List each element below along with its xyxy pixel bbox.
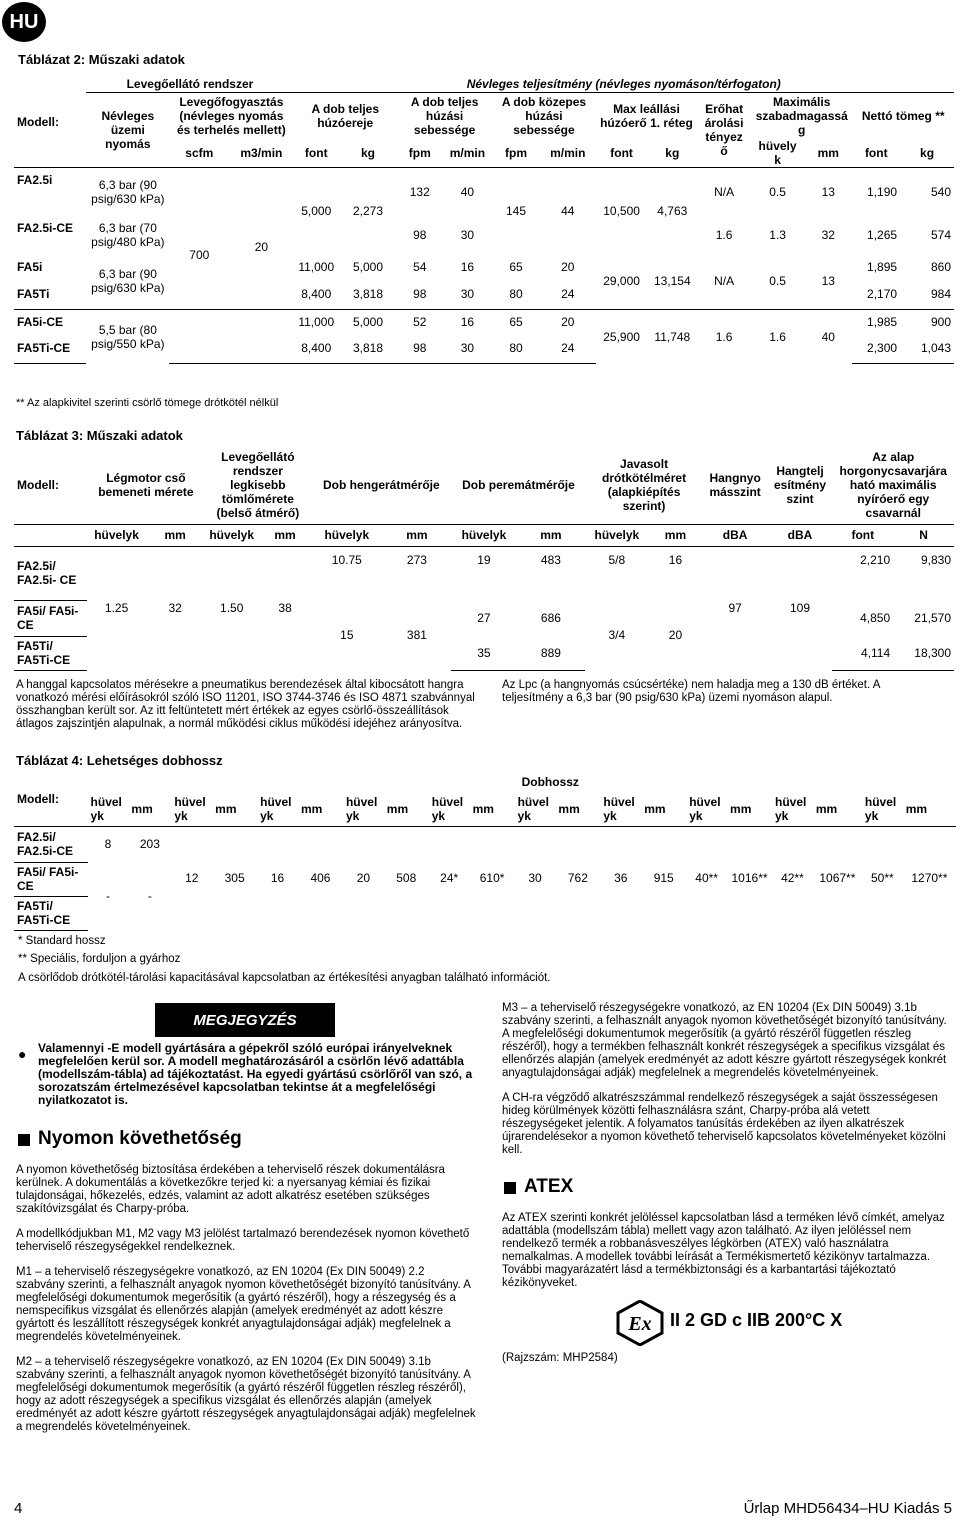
t4-footnote-1: * Standard hossz (18, 935, 106, 947)
t2-speed-fpm-fa25ice: 98 (413, 227, 427, 242)
t4-v-10: 36 (614, 871, 628, 886)
t2-fa5ice-mmin: 16 (443, 310, 493, 334)
t3-motor-in: 1.25 (104, 601, 129, 616)
t3-rope-mm-fa5: 20 (668, 628, 683, 642)
t2-u-inch: hüvely k (751, 139, 804, 168)
t2-model-fa5i: FA5i (17, 259, 43, 274)
t2-cons-m3: 20 (254, 239, 269, 254)
t2-net-kg-fa5tice: 1,043 (900, 334, 954, 364)
t3-anchor-n-fa5: 21,570 (914, 611, 951, 625)
t2-pull-font-fa25: 5,000 (301, 203, 332, 218)
t2-net-font-fa25ice: 1,265 (867, 227, 898, 242)
t2-cons-scfm: 700 (189, 247, 210, 262)
t2-speed-fpm-fa25i: 132 (409, 184, 430, 199)
traceability-body (16, 1164, 476, 1446)
t4-v-4: 20 (356, 871, 371, 886)
t4-model-fa25: FA2.5i/ FA2.5i-CE (14, 826, 88, 862)
t3-drum-in-fa25: 10.75 (331, 552, 362, 567)
t2-u-font3: font (852, 139, 900, 168)
t2-fa5ice-mid-mmin: 20 (540, 310, 596, 334)
t2-mm-fa5: 13 (821, 274, 835, 289)
t2-fa5tice-mid-mmin: 24 (540, 334, 596, 364)
t4-h-mm-7: mm (641, 792, 686, 826)
table3-title: Táblázat 3: Műszaki adatok (16, 428, 183, 443)
t4-v-12: 40** (695, 871, 718, 886)
t4-v-1: 305 (224, 871, 245, 886)
t3-flange-mm-fa5t: 889 (516, 636, 585, 670)
t2-stall-font-fa25: 10,500 (603, 203, 640, 218)
t2-fa5ti-mmin: 30 (460, 287, 475, 302)
t2-stall-kg-fa5ce: 11,748 (647, 310, 697, 364)
t2-mm-fa5ce: 40 (804, 310, 852, 364)
t4-v-17: 1270** (911, 871, 948, 886)
t3-anchor-n-fa25: 9,830 (920, 552, 951, 567)
t4-h-mm-10: mm (903, 792, 956, 826)
ex-symbol-text: Ex (628, 1313, 652, 1335)
t3-u-3: mm (259, 524, 311, 546)
t4-v-9: 762 (567, 871, 588, 886)
t3-drum-mm-fa25: 273 (406, 552, 427, 567)
note-bullet-icon: ● (18, 1046, 27, 1062)
t3-h-motor: Légmotor cső bemeneti mérete (87, 446, 204, 524)
t4-h-in-2: hüvel yk (171, 792, 212, 826)
t2-fa5tice-pull-font: 8,400 (293, 334, 339, 364)
t3-flange-in-fa5t: 35 (451, 636, 516, 670)
t2-net-kg-fa5ice: 900 (900, 310, 954, 334)
t4-footnote-2: ** Speciális, forduljon a gyárhoz (18, 953, 181, 965)
t2-fa5i-mmin: 16 (460, 259, 475, 274)
noise-note-left: A hanggal kapcsolatos mérésekre a pneumatikus berendezések által kibocsátott hangra vonatkozó mérési előírásokról szóló ISO 11201, ISO 3744-3746 és ISO 4871 szabvánnyal összhangban került sor. Az itt feltüntetett mért értékek az egyes csörlő-összeállítások átlagos zajszintjén alapulnak, a normál működési ciklus működési idejéhez arányosítva. (16, 679, 475, 730)
atex-square-icon (504, 1182, 516, 1194)
t4-h-mm-6: mm (555, 792, 600, 826)
t2-stall-font-fa5: 29,000 (603, 274, 640, 289)
t3-rope-in-fa25: 5/8 (608, 552, 626, 567)
t2-net-font-fa5ice: 1,985 (852, 310, 900, 334)
t2-fa5i-fpm: 54 (413, 259, 427, 274)
t2-h-air-supply: Levegőellátó rendszer (86, 76, 293, 93)
t2-u-mm: mm (804, 139, 852, 168)
t2-fa5tice-fpm: 98 (397, 334, 443, 364)
t4-v-2: 16 (270, 871, 285, 886)
t2-pressure-fa5i: 6,3 bar (90 psig/630 kPa) (91, 267, 165, 296)
t2-mm-fa25ice: 32 (821, 227, 835, 242)
t2-fa5ice-pull-kg: 5,000 (339, 310, 397, 334)
t3-u-1: mm (146, 524, 205, 546)
t3-hose-mm: 38 (278, 601, 292, 616)
table4 (14, 772, 956, 931)
t3-h-rope: Javasolt drótkötélméret (alapkiépítés szerint) (585, 446, 702, 524)
t4-h-mm-2: mm (212, 792, 257, 826)
t4-model-fa5t: FA5Ti/ FA5Ti-CE (14, 896, 88, 930)
t2-h-pressure: Névleges üzemi nyomás (86, 93, 169, 168)
t2-h-max-height: Maximális szabadmagassá g (755, 95, 848, 137)
t3-flange-mm-fa25: 483 (540, 552, 561, 567)
t2-net-font-fa5ti: 2,170 (867, 287, 898, 302)
t4-h-mm-5: mm (470, 792, 515, 826)
t3-drum-mm-fa5: 381 (406, 628, 427, 642)
t2-pressure-fa25ice: 6,3 bar (70 psig/480 kPa) (91, 220, 165, 249)
drawing-number: (Rajzszám: MHP2584) (502, 1352, 618, 1364)
t2-h-consumption: Levegőfogyasztás (névleges nyomás és terhelés mellett) (177, 95, 286, 137)
t2-mid-mmin-fa25: 44 (561, 203, 575, 218)
t2-fa5i-pull-kg: 5,000 (352, 259, 384, 274)
t2-net-font-fa25i: 1,190 (867, 184, 898, 199)
t2-fa5tice-mid-fpm: 80 (492, 334, 540, 364)
t2-fa5ice-fpm: 52 (397, 310, 443, 334)
t2-mid-fpm-fa25: 145 (506, 203, 527, 218)
atex-body: Az ATEX szerinti konkrét jelöléssel kapcsolatban lásd a terméken lévő címkét, amelyaz adattábla (modellszám tábla) mellett vagy azon található. Az ilyen jelöléssel nem rendelkező termék a robbanásveszélyes légkörben (ATEX) való használatra nemalkalmas. A modellek további leírását a Termékismertető kézikönyv tartalmazza. További magyarázatért lásd a termékbiztonsági és a karbantartási tájékoztató kézikönyveket. (502, 1212, 945, 1289)
t2-inch-fa25ice: 1.3 (769, 227, 786, 242)
t2-fa5ice-mid-fpm: 65 (492, 310, 540, 334)
t4-fa25-in: 8 (104, 837, 112, 852)
t2-h-factor: Erőhat árolási tényez ő (697, 93, 751, 168)
ex-marking: II 2 GD c IIB 200°C X (670, 1310, 843, 1330)
t3-anchor-font-fa5: 4,850 (860, 611, 891, 625)
t3-h-hose: Levegőellátó rendszer legkisebb tömlőmérete (belső átmérő) (204, 446, 311, 524)
t2-u-kg: kg (339, 139, 397, 168)
t4-h-in-4: hüvel yk (343, 792, 384, 826)
t4-h-mm-8: mm (727, 792, 772, 826)
t2-model-fa5ti: FA5Ti (17, 287, 50, 302)
t3-rope-in-fa5: 3/4 (608, 628, 626, 642)
t3-rope-mm-fa25: 16 (668, 552, 683, 567)
t2-stall-kg-fa25: 4,763 (657, 203, 688, 218)
t3-motor-mm: 32 (168, 601, 182, 616)
t4-h-in-8: hüvel yk (686, 792, 727, 826)
t3-u-5: mm (382, 524, 451, 546)
t2-model-fa25i: FA2.5i (17, 172, 53, 187)
t4-h-mm-1: mm (128, 792, 171, 826)
t2-net-font-fa5tice: 2,300 (852, 334, 900, 364)
t4-v-0: 12 (185, 871, 199, 886)
t4-v-3: 406 (310, 871, 331, 886)
t3-model-fa5: FA5i/ FA5i-CE (14, 600, 87, 636)
t4-h-mm-3: mm (298, 792, 343, 826)
t3-power: 109 (789, 601, 811, 616)
t4-v-5: 508 (396, 871, 417, 886)
t4-v-13: 1016** (731, 871, 768, 886)
t2-model-fa5ice: FA5i-CE (14, 310, 86, 334)
t2-h-mid-speed: A dob közepes húzási sebessége (501, 95, 587, 137)
t2-speed-mmin-fa25i: 40 (460, 184, 475, 199)
t2-u-mmin: m/min (443, 139, 493, 168)
t3-u-6: hüvelyk (451, 524, 516, 546)
trace-m1: M1 – a teherviselő részegységekre vonatkozó, az EN 10204 (Ex DIN 50049) 2.2 szabvány szerinti, a felhasznált anyagok nyomon követhetőségét bizonyító tanúsítvány. A megfelelőségi dokumentumok megerősítik (a gyártó részéről), hogy a részegység és a nemspecifikus vizsgálat és ellenőrzés alapján (amelyek eredményét az adott készre gyártott és leszállított részegységek konkrét anyagtulajdonságai adják) megfelelnek a megrendelés követelményeinek. (16, 1266, 471, 1343)
t2-net-font-fa5i: 1,895 (867, 259, 898, 274)
t2-fa5i-pull-font: 11,000 (298, 259, 335, 274)
t2-h-max-stall: Max leállási húzóerő 1. réteg (600, 102, 693, 130)
t3-h-anchor: Az alap horgonycsavarjára ható maximális nyíróerő egy csavarnál (832, 446, 954, 524)
t2-pressure-fa25i: 6,3 bar (90 psig/630 kPa) (91, 177, 165, 206)
t3-anchor-n-fa5t: 18,300 (893, 636, 954, 670)
t3-h-power: Hangtelj esítmény szint (768, 446, 833, 524)
t2-fa5ti-fpm: 98 (413, 287, 427, 302)
t4-dash-mm: - (147, 889, 152, 903)
t3-drum-in-fa5: 15 (340, 628, 354, 642)
t3-noise: 97 (728, 601, 742, 616)
trace-m2: M2 – a teherviselő részegységekre vonatkozó, az EN 10204 (Ex DIN 50049) 3.1b szabvány szerinti, a felhasznált anyagok nyomon követhetőségét bizonyító tanúsítvány. A megfelelőségi dokumentumok megerősítik (a gyártó részéről független részleg részéről), hogy az adott részegységek a specifikus vizsgálat és ellenőrzés alapján (amelyek eredményét az adott készre gyártott részegységek anyagtulajdonságai adják) megfelelnek a megrendelés követelményeinek. (16, 1356, 476, 1433)
note-text: Valamennyi -E modell gyártására a gépekről szóló európai irányelveknek megfelelően kerül sor. A modell meghatározásáról a csörlőn lévő adattábla (modellszám-tábla) ad tájékoztatást. Ha egyedi gyártású csörlőről van szó, a sorozatszám értelmezésével kapcsolatban tekintse át a megfelelőségi nyilatkozatot is. (38, 1041, 473, 1107)
table3 (14, 446, 954, 671)
t3-u-9: mm (648, 524, 702, 546)
t3-h-model: Modell: (14, 446, 87, 524)
noise-note-right: Az Lpc (a hangnyomás csúcsértéke) nem haladja meg a 130 dB értéket. A teljesítmény a 6,3 bar (90 psig/630 kPa) üzemi nyomáson alapul. (502, 679, 880, 704)
t2-fa5i-mid-mmin: 20 (561, 259, 575, 274)
t4-v-15: 1067** (819, 871, 856, 886)
t2-factor-fa5: N/A (714, 274, 735, 289)
t2-model-fa25ice: FA2.5i-CE (17, 220, 74, 235)
note-box-label: MEGJEGYZÉS (193, 1011, 297, 1029)
t4-v-6: 24* (440, 871, 459, 886)
t2-factor-fa5ce: 1.6 (697, 310, 751, 364)
t2-fa5ti-mid-fpm: 80 (509, 287, 523, 302)
atex-heading: ATEX (524, 1176, 574, 1197)
table2 (14, 76, 954, 364)
t2-h-performance: Névleges teljesítmény (névleges nyomáson/térfogaton) (293, 76, 954, 93)
t4-h-in-7: hüvel yk (600, 792, 641, 826)
t2-h-net-weight: Nettó tömeg ** (861, 109, 945, 123)
t4-model-fa5: FA5i/ FA5i-CE (14, 862, 88, 896)
t2-fa5ti-pull-kg: 3,818 (352, 287, 384, 302)
t2-speed-mmin-fa25ice: 30 (460, 227, 475, 242)
t3-u-8: hüvelyk (585, 524, 648, 546)
t2-factor-fa25i: N/A (714, 184, 735, 199)
t3-flange-in-fa5: 27 (477, 611, 491, 625)
t4-v-14: 42** (781, 871, 804, 886)
t4-h-in-1: hüvel yk (88, 792, 129, 826)
t4-v-16: 50** (870, 871, 894, 886)
t2-u-mmin2: m/min (540, 139, 596, 168)
t2-stall-font-fa5ce: 25,900 (596, 310, 648, 364)
t2-fa5i-mid-fpm: 65 (509, 259, 523, 274)
t2-u-m3min: m3/min (229, 139, 293, 168)
t3-u-12: font (832, 524, 893, 546)
t2-u-fpm2: fpm (492, 139, 540, 168)
t4-h-in-10: hüvel yk (862, 792, 903, 826)
t4-h-in-6: hüvel yk (515, 792, 556, 826)
t2-net-kg-fa25ice: 574 (930, 227, 951, 242)
trace-p1: A nyomon követhetőség biztosítása érdekében a teherviselő részek dokumentálásra kerülnek. A dokumentálás a következőkre terjed ki: a nyersanyag kémiai és fizikai tulajdonságai, hőkezelés, edzés, valamint az adott alkatrész esetében szükséges szakítóvizsgálat és Charpy-próba. (16, 1164, 445, 1215)
trace-m3: M3 – a teherviselő részegységekre vonatkozó, az EN 10204 (Ex DIN 50049) 3.1b szabvány szerinti, a felhasznált anyagok nyomon követhetőségét bizonyító tanúsítvány. A megfelelőségi dokumentumok megerősítik (a gyártó részéről független részleg részéről), hogy a termékben felhasznált konkrét részegységek a specifikus vizsgálat és ellenőrzés alapján (amelyek eredményét az adott készre gyártott részegységek konkrét anyagtulajdonságai adják) megfelelnek a megrendelés követelményeinek. (502, 1002, 947, 1079)
t2-fa5tice-pull-kg: 3,818 (339, 334, 397, 364)
t2-net-kg-fa5ti: 984 (930, 287, 951, 302)
trace-p2: A modellkódjukban M1, M2 vagy M3 jelölést tartalmazó berendezések nyomon követhető teherviselő részegységekkel rendelkeznek. (16, 1228, 470, 1253)
t2-pressure-fa5ice: 5,5 bar (80 psig/550 kPa) (86, 310, 169, 364)
t4-dash-in: - (105, 889, 110, 903)
t2-u-kg3: kg (900, 139, 954, 168)
t2-fa5ice-pull-font: 11,000 (293, 310, 339, 334)
t3-u-7: mm (516, 524, 585, 546)
t2-footnote: ** Az alapkivitel szerinti csörlő tömege drótkötél nélkül (16, 397, 279, 409)
t4-h-mm-4: mm (384, 792, 429, 826)
t3-h-noise: Hangnyo másszint (703, 446, 768, 524)
ex-hexagon-icon (616, 1300, 664, 1346)
t3-h-drum-diameter: Dob hengerátmérője (311, 446, 451, 524)
t2-stall-kg-fa5: 13,154 (653, 274, 691, 289)
t3-u-0: hüvelyk (87, 524, 146, 546)
t2-mm-fa25i: 13 (821, 184, 835, 199)
t4-h-in-3: hüvel yk (257, 792, 298, 826)
t4-h-model: Modell: (14, 792, 88, 826)
t3-u-13: N (893, 524, 954, 546)
t2-factor-fa25ice: 1.6 (715, 227, 733, 242)
t2-u-fpm: fpm (397, 139, 443, 168)
t2-u-kg2: kg (647, 139, 697, 168)
t2-inch-fa25i: 0.5 (769, 184, 786, 199)
trace-ch: A CH-ra végződő alkatrészszámmal rendelkező részegységek a saját összességesen hideg körülmények közötti felhasználásra szánt, Charpy-próba alá vetett részegységeket jelentik. A folyamatos tanúsítás érdekében az ilyen alkatrészek újrarendelésekor a nyomon követhető teherviselő kapcsolatos követelményeket közölni kell. (502, 1092, 946, 1156)
language-badge: HU (2, 2, 46, 42)
t4-footnote-3: A csörlődob drótkötél-tárolási kapacitásával kapcsolatban az értékesítési anyagban található információt. (18, 972, 551, 984)
traceability-heading: Nyomon követhetőség (38, 1128, 242, 1149)
t2-inch-fa5: 0.5 (769, 274, 786, 289)
t2-model-fa5tice: FA5Ti-CE (14, 334, 86, 364)
t2-inch-fa5ce: 1.6 (751, 310, 804, 364)
t2-net-kg-fa25i: 540 (930, 184, 951, 199)
t3-u-2: hüvelyk (204, 524, 258, 546)
t4-h-mm-9: mm (813, 792, 862, 826)
traceability-right (502, 1002, 952, 1169)
page-number: 4 (14, 1500, 23, 1517)
t4-fa25-mm: 203 (139, 837, 160, 852)
t2-fa5ti-pull-font: 8,400 (301, 287, 332, 302)
traceability-square-icon (18, 1134, 30, 1146)
t3-u-4: hüvelyk (311, 524, 382, 546)
t2-fa5tice-mmin: 30 (443, 334, 493, 364)
t2-fa5ti-mid-mmin: 24 (561, 287, 575, 302)
table2-title: Táblázat 2: Műszaki adatok (18, 52, 185, 67)
t2-net-kg-fa5i: 860 (930, 259, 951, 274)
t4-v-8: 30 (528, 871, 542, 886)
t3-u-11: dBA (768, 524, 833, 546)
form-number: Űrlap MHD56434–HU Kiadás 5 (743, 1500, 952, 1517)
t4-h-in-9: hüvel yk (772, 792, 813, 826)
t2-h-full-speed: A dob teljes húzási sebessége (410, 95, 479, 137)
t3-hose-in: 1.50 (220, 601, 244, 616)
t4-h-in-5: hüvel yk (429, 792, 470, 826)
t3-anchor-font-fa25: 2,210 (860, 552, 891, 567)
t2-u-scfm: scfm (169, 139, 229, 168)
t3-model-fa5t: FA5Ti/ FA5Ti-CE (14, 636, 87, 670)
t3-flange-mm-fa5: 686 (540, 611, 561, 625)
t3-h-flange: Dob peremátmérője (451, 446, 585, 524)
t2-pull-kg-fa25: 2,273 (352, 203, 384, 218)
t2-u-font2: font (596, 139, 648, 168)
t2-h-model: Modell: (14, 76, 86, 168)
t4-v-7: 610* (479, 871, 505, 886)
t4-v-11: 915 (653, 871, 674, 886)
t3-model-fa25: FA2.5i/ FA2.5i- CE (14, 546, 87, 600)
t3-anchor-font-fa5t: 4,114 (832, 636, 893, 670)
t2-h-pull: A dob teljes húzóereje (311, 102, 380, 130)
t2-u-font: font (293, 139, 339, 168)
t3-u-10: dBA (703, 524, 768, 546)
note-box (155, 1003, 335, 1037)
t4-h-length: Dobhossz (521, 775, 579, 789)
table4-title: Táblázat 4: Lehetséges dobhossz (16, 753, 223, 768)
t3-flange-in-fa25: 19 (477, 552, 491, 567)
